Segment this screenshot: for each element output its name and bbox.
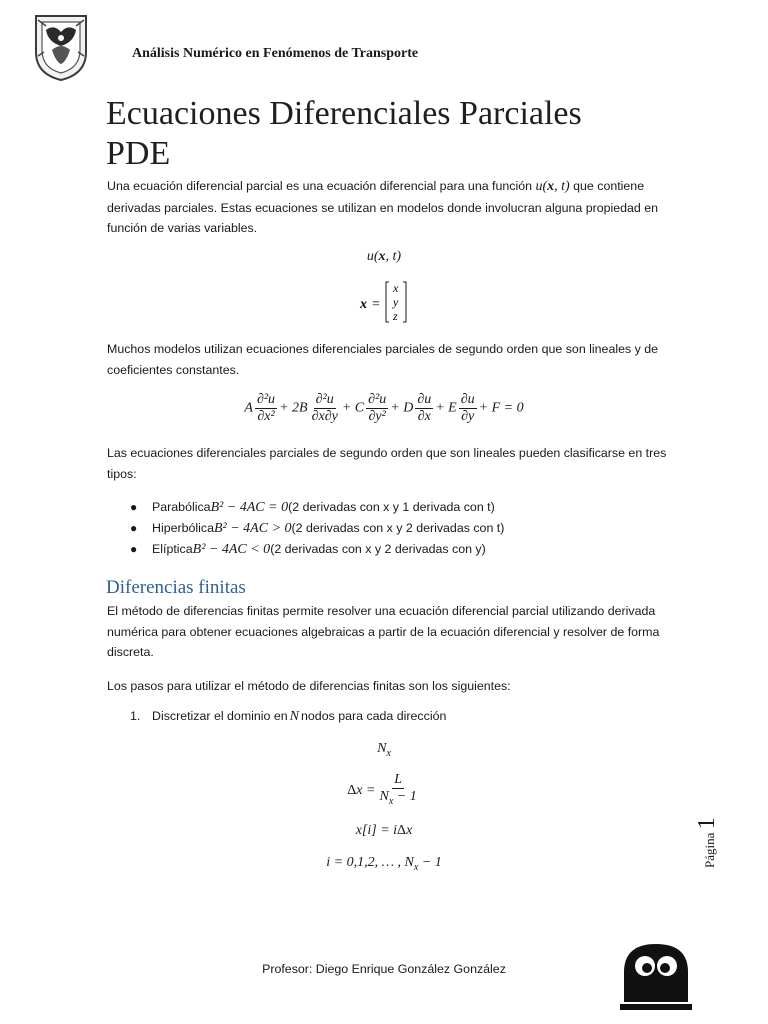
steps-intro: Los pasos para utilizar el método de diferencias finitas son los siguientes: (107, 679, 511, 693)
step-variable: N (289, 709, 300, 724)
list-item (130, 497, 504, 518)
intro-paragraph (107, 176, 667, 239)
bullet-icon: ● (130, 542, 138, 556)
svg-text:x: x (360, 297, 367, 312)
step-text-a: Discretizar el dominio en (152, 709, 288, 723)
list-item (130, 539, 504, 560)
svg-text:=: = (372, 297, 380, 312)
type-name: Parabólica (152, 500, 211, 514)
type-condition: B² − 4AC < 0 (192, 542, 271, 557)
svg-text:z: z (393, 309, 398, 323)
type-detail: (2 derivadas con x y 1 derivada con t) (288, 500, 495, 514)
owl-logo (618, 936, 694, 1012)
course-title: Análisis Numérico en Fenómenos de Transporte (132, 46, 419, 61)
svg-text:y: y (393, 295, 399, 309)
type-name: Elíptica (152, 542, 193, 556)
models-paragraph: Muchos modelos utilizan ecuaciones diferenciales parciales de segundo orden que son lineales y de coeficientes constantes. (107, 342, 659, 377)
page-number-label (694, 808, 721, 868)
equation-u-of-x-t: u(x, t) (366, 249, 402, 264)
university-crest-logo (30, 12, 92, 82)
pde-types-list (130, 497, 504, 560)
classification-paragraph: Las ecuaciones diferenciales parciales de segundo orden que son lineales pueden clasificarse en tres tipos: (107, 446, 667, 481)
type-detail: (2 derivadas con x y 2 derivadas con t) (291, 521, 505, 535)
finite-differences-paragraph: El método de diferencias finitas permite resolver una ecuación diferencial parcial utilizando derivada numérica para obtener ecuaciones algebraicas a partir de la ecuación diferencial y resolver de forma discreta. (107, 604, 660, 659)
equation-general-pde: A $\frac{\text{∂²u}}{\text{∂x²}}$ + 2B $\frac{\text{∂²u}}{\partial x\partial y}$ + C $\frac{\text{∂²u}}{\text{∂y²}}$ + D $\frac{\partial u}{\partial x}$ + E $\frac{\partial u}{\partial y}$ + F = 0 (244, 392, 524, 424)
bullet-icon: ● (130, 521, 138, 535)
equation-i-range: i = 0,1,2, … , $N_x - 1$ (326, 855, 442, 873)
function-notation: u(x, t) (535, 179, 570, 194)
title-line-2: PDE (106, 135, 171, 172)
list-item (130, 518, 504, 539)
equation-x-vector (356, 278, 416, 326)
svg-text:x: x (393, 281, 399, 295)
page-label-text: Página (702, 832, 717, 868)
type-name: Hiperbólica (152, 521, 214, 535)
bullet-icon: ● (130, 500, 138, 514)
type-condition: B² − 4AC > 0 (213, 521, 292, 536)
page-title (106, 94, 706, 174)
footer-professor: Profesor: Diego Enrique González González (262, 962, 506, 976)
step-number: 1. (130, 709, 141, 723)
intro-text-b: que contiene derivadas parciales. Estas ecuaciones se utilizan en modelos donde involucran alguna propiedad en función de varias variables. (107, 179, 659, 235)
type-condition: B² − 4AC = 0 (210, 500, 289, 515)
equation-nx: $N_x$ (377, 741, 391, 759)
section-heading-finite-differences: Diferencias finitas (106, 577, 246, 598)
equation-delta-x: Δx = $\frac{L}{N_x - 1}$ (347, 772, 417, 807)
step-item (130, 709, 446, 725)
title-line-1: Ecuaciones Diferenciales Parciales (106, 95, 582, 132)
equation-x-i: x[i] = iΔx (355, 823, 413, 838)
step-text-b: nodos para cada dirección (301, 709, 447, 723)
page-number: 1 (694, 817, 720, 830)
type-detail: (2 derivadas con x y 2 derivadas con y) (270, 542, 486, 556)
intro-text-a: Una ecuación diferencial parcial es una ecuación diferencial para una función (107, 179, 536, 193)
